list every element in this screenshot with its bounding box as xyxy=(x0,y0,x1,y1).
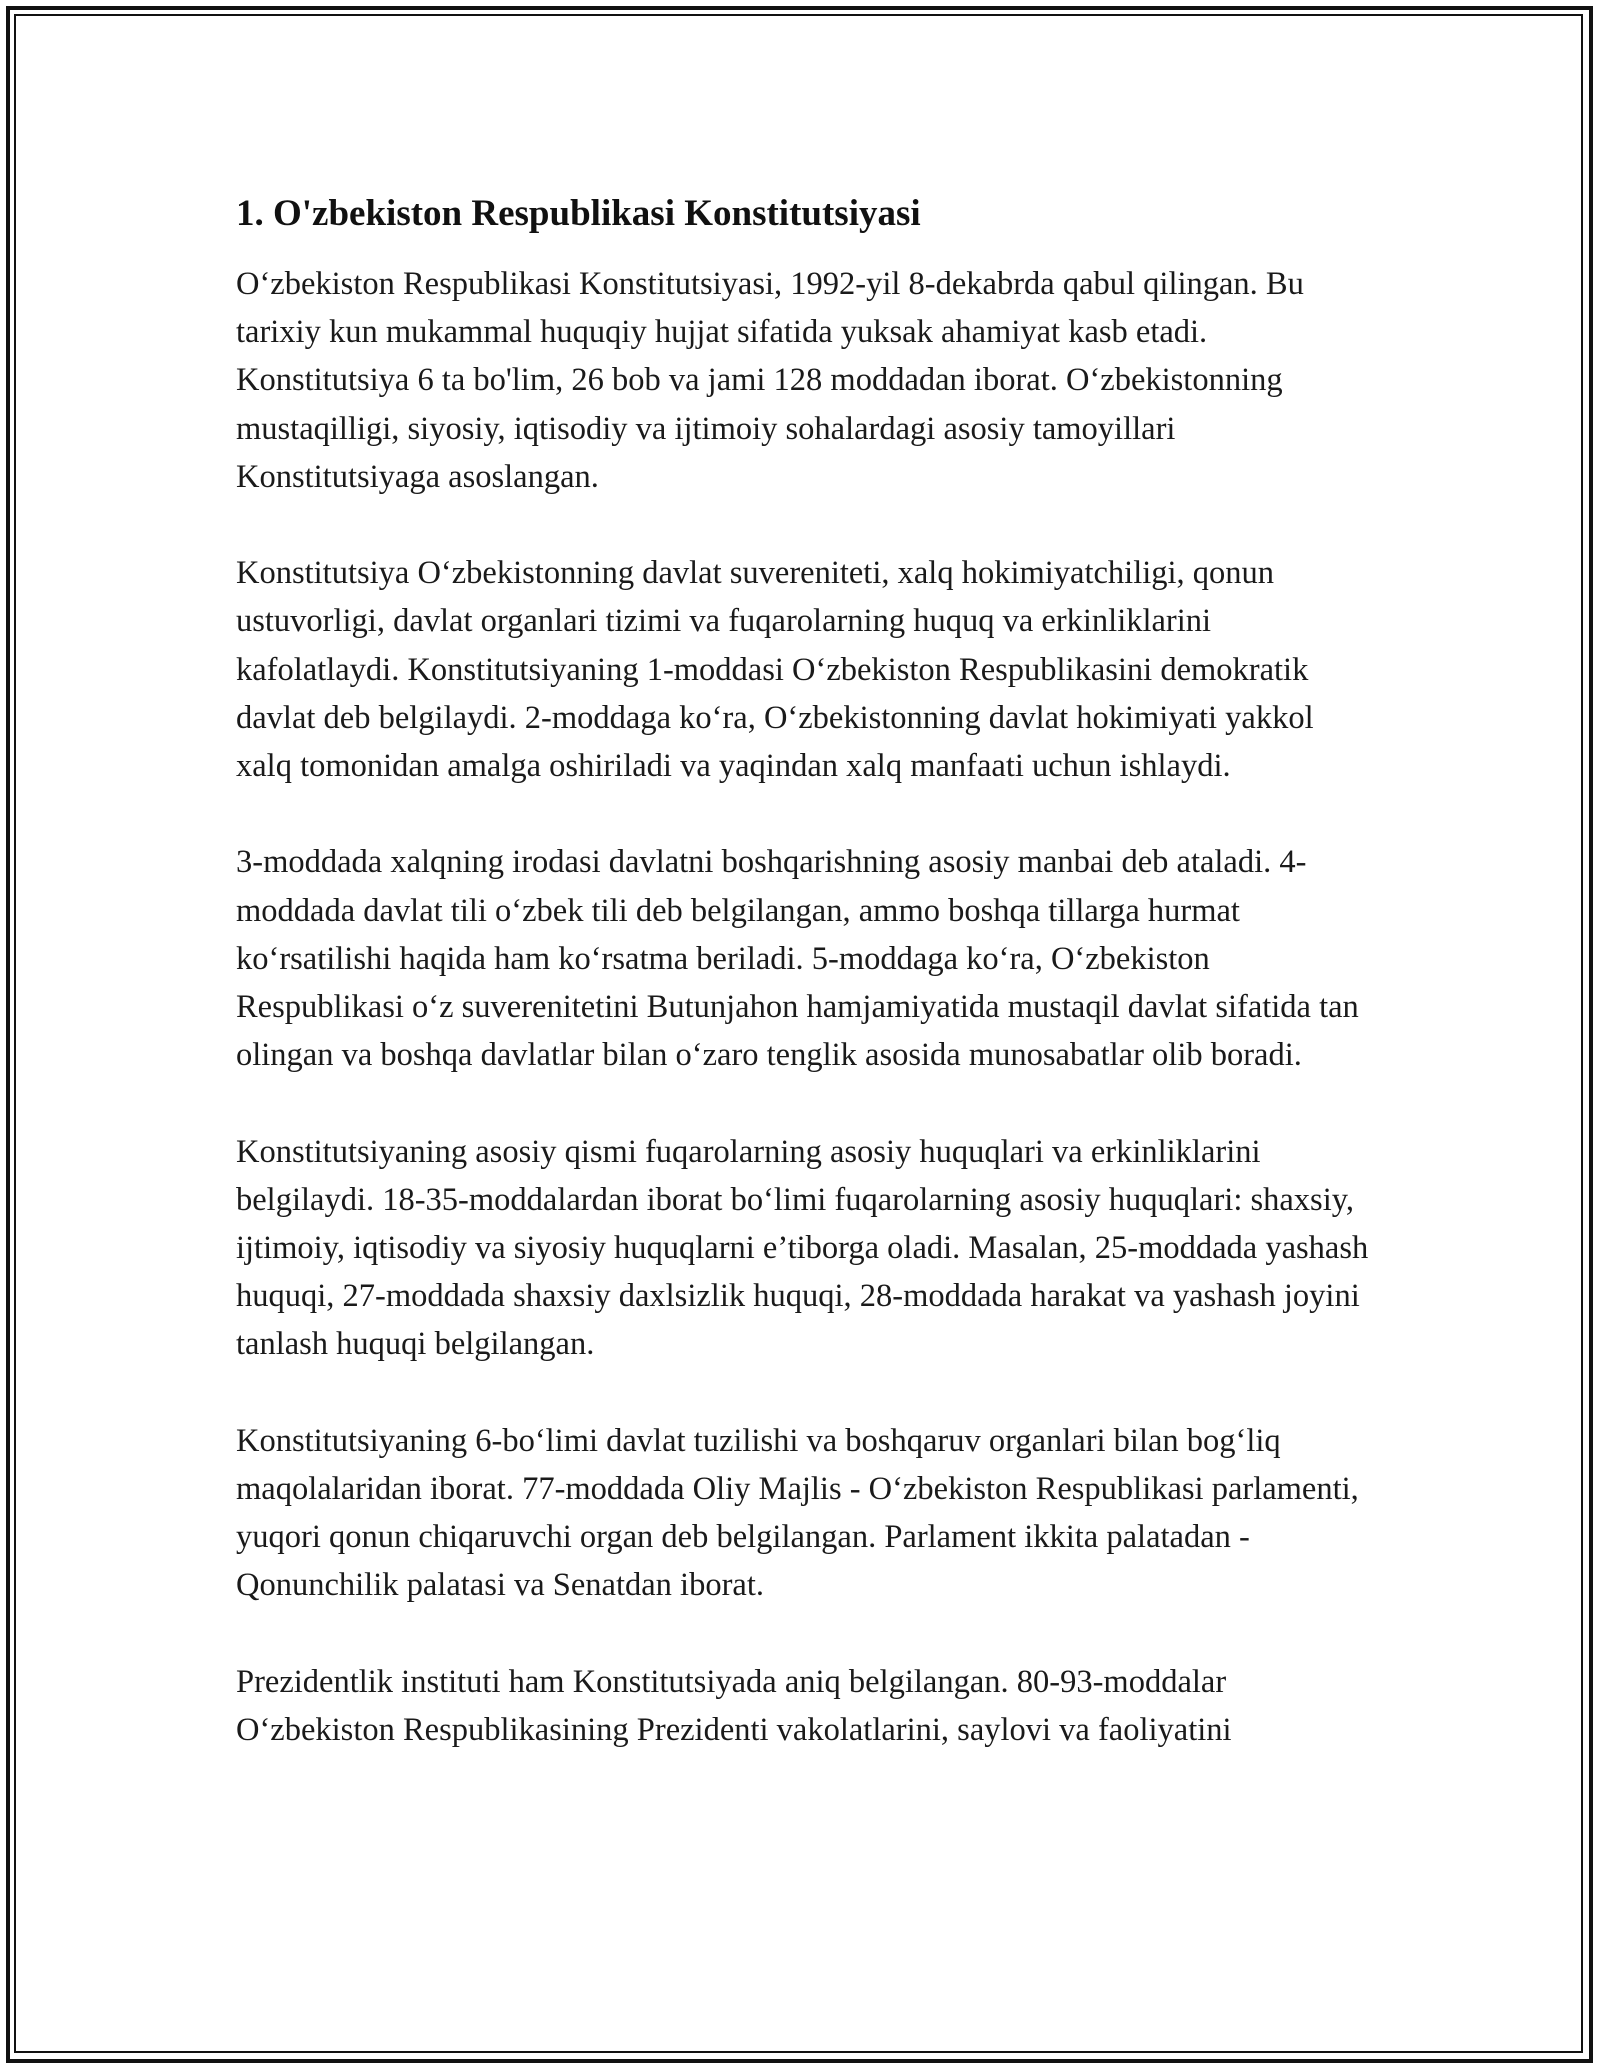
paragraph-state-structure: Konstitutsiyaning 6-bo‘limi davlat tuzilishi va boshqaruv organlari bilan bog‘liq maqolalaridan iborat. 77-moddada Oliy Majlis - O‘zbekiston Respublikasi parlamenti, yuqori qonun chiqaruvchi organ deb belgilangan. Parlament ikkita palatadan - Qonunchilik palatasi va Senatdan iborat. xyxy=(236,1422,1359,1604)
paragraph-constitution-adoption: O‘zbekiston Respublikasi Konstitutsiyasi, 1992-yil 8-dekabrda qabul qilingan. Bu tarixiy kun mukammal huquqiy hujjat sifatida yuksak ahamiyat kasb etadi. Konstitutsiya 6 ta bo'lim, 26 bob va jami 128 moddadan iborat. O‘zbekistonning mustaqilligi, siyosiy, iqtisodiy va ijtimoiy sohalardagi asosiy tamoyillari Konstitutsiyaga asoslangan. xyxy=(236,266,1304,495)
paragraph-citizen-rights: Konstitutsiyaning asosiy qismi fuqarolarning asosiy huquqlari va erkinliklarini belgilaydi. 18-35-moddalardan iborat bo‘limi fuqarolarning asosiy huquqlari: shaxsiy, ijtimoiy, iqtisodiy va siyosiy huquqlarni e’tiborga oladi. Masalan, 25-moddada yashash huquqi, 27-moddada shaxsiy daxlsizlik huquqi, 28-moddada harakat va yashash joyini tanlash huquqi belgilangan. xyxy=(236,1133,1369,1363)
paragraph-articles-3-5: 3-moddada xalqning irodasi davlatni boshqarishning asosiy manbai deb ataladi. 4-moddada davlat tili o‘zbek tili deb belgilangan, ammo boshqa tillarga hurmat ko‘rsatilishi haqida ham ko‘rsatma beriladi. 5-moddaga ko‘ra, O‘zbekiston Respublikasi o‘z suverenitetini Butunjahon hamjamiyatida mustaqil davlat sifatida tan olingan va boshqa davlatlar bilan o‘zaro tenglik asosida munosabatlar olib boradi. xyxy=(236,844,1359,1074)
document-body xyxy=(236,188,1376,1802)
paragraph-sovereignty: Konstitutsiya O‘zbekistonning davlat suvereniteti, xalq hokimiyatchiligi, qonun ustuvorligi, davlat organlari tizimi va fuqarolarning huquq va erkinliklarini kafolatlaydi. Konstitutsiyaning 1-moddasi O‘zbekiston Respublikasini demokratik davlat deb belgilaydi. 2-moddaga ko‘ra, O‘zbekistonning davlat hokimiyati yakkol xalq tomonidan amalga oshiriladi va yaqindan xalq manfaati uchun ishlaydi. xyxy=(236,555,1314,785)
paragraph-presidency: Prezidentlik instituti ham Konstitutsiyada aniq belgilangan. 80-93-moddalar O‘zbekiston Respublikasining Prezidenti vakolatlarini, saylovi va faoliyatini xyxy=(236,1663,1232,1749)
document-title: 1. O'zbekiston Respublikasi Konstitutsiyasi xyxy=(236,193,921,234)
